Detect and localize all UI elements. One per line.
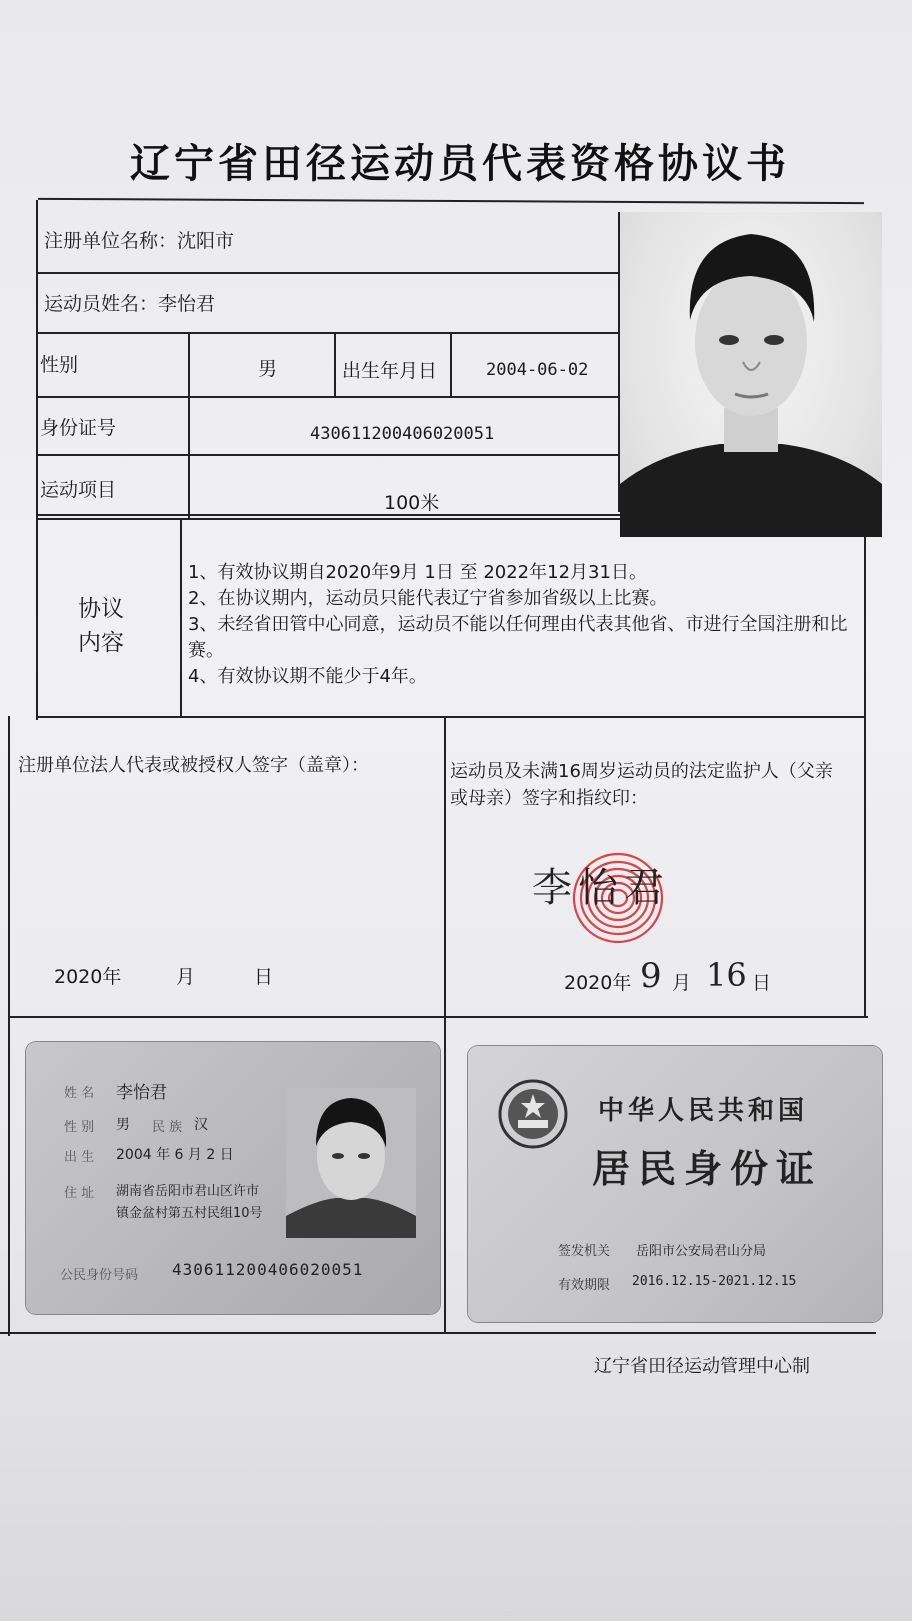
id-front-number-label: 公民身份号码 — [60, 1268, 139, 1283]
birth-label: 出生年月日 — [342, 360, 438, 382]
row-line-3 — [36, 396, 620, 398]
id-front-name-label: 姓 名 — [64, 1086, 95, 1101]
agreement-item: 3、未经省田管中心同意，运动员不能以任何理由代表其他省、市进行全国注册和比赛。 — [188, 614, 848, 661]
id-front-ethnicity-label: 民 族 — [152, 1120, 183, 1135]
col-line-b — [180, 518, 182, 718]
agreement-label-2: 内容 — [78, 630, 124, 656]
id-back-validity-label: 有效期限 — [558, 1278, 611, 1293]
gender-label: 性别 — [40, 354, 79, 376]
event-value: 100米 — [384, 492, 440, 514]
id-front-number-value: 430611200406020051 — [172, 1260, 364, 1279]
id-front-gender-label: 性 别 — [64, 1120, 95, 1135]
right-date-month-value: 9 — [640, 956, 662, 996]
agreement-item: 1、有效协议期自2020年9月 1日 至 2022年12月31日。 — [188, 562, 647, 583]
agreement-label-1: 协议 — [78, 596, 124, 622]
unit-value: 沈阳市 — [177, 230, 235, 252]
id-front-address-line1: 湖南省岳阳市君山区许市 — [116, 1184, 260, 1199]
col-line-c — [334, 332, 336, 396]
gender-value: 男 — [258, 358, 278, 380]
col-line-a — [188, 332, 190, 518]
right-date-day-value: 16 — [706, 956, 747, 994]
athlete-photo — [620, 212, 882, 537]
id-front-address-line2: 镇金盆村第五村民组10号 — [116, 1206, 263, 1221]
id-back-validity-value: 2016.12.15-2021.12.15 — [632, 1274, 797, 1289]
table-border-left-lower — [8, 716, 10, 1336]
right-date-day: 日 — [752, 972, 772, 994]
col-line-d — [450, 332, 452, 396]
guardian-sign-label: 运动员及未满16周岁运动员的法定监护人（父亲或母亲）签字和指纹印： — [450, 761, 833, 809]
id-front-birth-value: 2004 年 6 月 2 日 — [116, 1147, 234, 1163]
row-line-1 — [36, 272, 620, 274]
right-date-month: 月 — [672, 972, 692, 994]
table-border-top — [38, 198, 864, 204]
table-border-left — [36, 200, 38, 720]
athlete-signature: 李怡君 — [532, 865, 670, 911]
col-line-right — [864, 518, 866, 1018]
agreement-item: 4、有效协议期不能少于4年。 — [188, 666, 427, 687]
name-label: 运动员姓名：李怡君 — [44, 293, 216, 315]
id-front-name-value: 李怡君 — [116, 1083, 167, 1103]
row-line-4 — [36, 454, 620, 456]
id-card-front — [26, 1042, 440, 1314]
left-date-year: 2020年 — [54, 966, 122, 988]
right-date-year: 2020年 — [564, 972, 632, 994]
left-date-month: 月 — [176, 966, 196, 988]
id-portrait-image — [286, 1088, 416, 1238]
id-back-authority-value: 岳阳市公安局君山分局 — [636, 1244, 767, 1259]
national-emblem-icon — [496, 1076, 570, 1156]
row-line-9 — [0, 1332, 876, 1334]
portrait-image — [620, 212, 882, 537]
row-line-8 — [8, 1016, 868, 1018]
id-back-country: 中华人民共和国 — [598, 1096, 809, 1126]
id-value: 430611200406020051 — [310, 424, 495, 444]
id-label: 身份证号 — [40, 417, 117, 439]
row-line-2 — [36, 332, 620, 334]
id-front-birth-label: 出 生 — [64, 1150, 95, 1165]
agreement-content — [188, 560, 858, 690]
id-front-gender-value: 男 — [116, 1117, 130, 1133]
name-value: 李怡君 — [158, 293, 216, 315]
id-front-address-label: 住 址 — [64, 1186, 95, 1201]
id-card-back — [468, 1046, 882, 1322]
event-label: 运动项目 — [40, 479, 117, 501]
birth-value: 2004-06-02 — [486, 360, 589, 380]
id-back-title: 居民身份证 — [592, 1146, 823, 1191]
row-line-7 — [36, 716, 866, 718]
left-date-day: 日 — [254, 966, 274, 988]
issuer-footer: 辽宁省田径运动管理中心制 — [594, 1356, 810, 1377]
row-line-5 — [36, 514, 620, 516]
id-front-ethnicity-value: 汉 — [194, 1117, 208, 1133]
legal-rep-sign-label: 注册单位法人代表或被授权人签字（盖章）： — [18, 755, 369, 776]
col-line-sign — [444, 716, 446, 1332]
agreement-item: 2、在协议期内，运动员只能代表辽宁省参加省级以上比赛。 — [188, 588, 668, 609]
document-title: 辽宁省田径运动员代表资格协议书 — [130, 140, 790, 187]
id-back-authority-label: 签发机关 — [558, 1244, 611, 1259]
unit-label: 注册单位名称：沈阳市 — [44, 230, 235, 252]
